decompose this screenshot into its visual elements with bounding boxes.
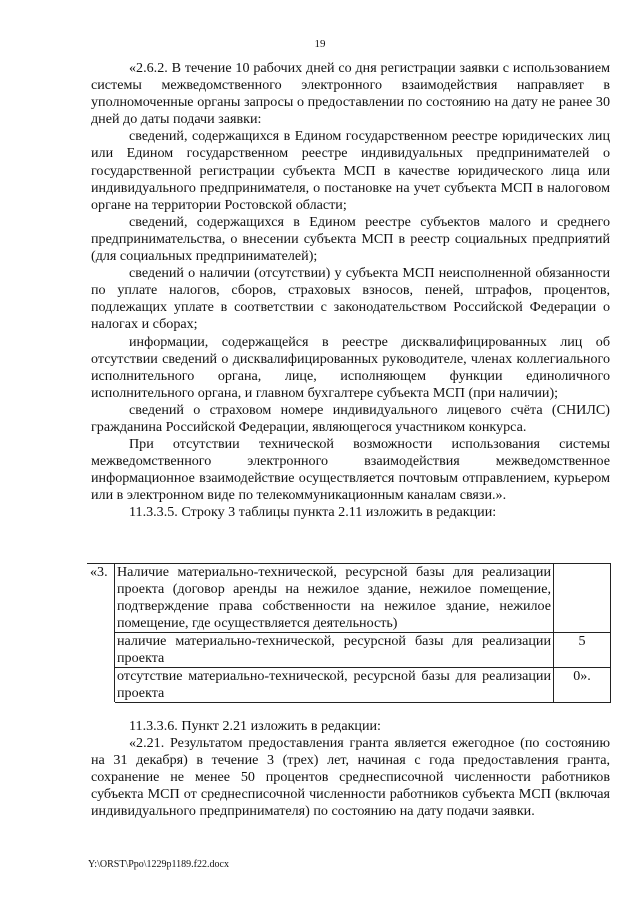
criterion-cell: Наличие материально-технической, ресурсной базы для реализации проекта (договор аренды на нежилое здание, нежилое помещение, подтверждение права собственности на нежилое здание, нежилое помещение, где осуществляется деятельность) bbox=[115, 564, 554, 633]
paragraph-nalogi: сведений о наличии (отсутствии) у субъекта МСП неисполненной обязанности по уплате налогов, сборов, страховых взносов, пеней, штрафов, процентов, подлежащих уплате в соответствии с законодательством Российской Федерации о налогах и сборах; bbox=[91, 265, 610, 333]
table-row bbox=[88, 633, 611, 668]
file-path-footer: Y:\ORST\Ppo\1229p1189.f22.docx bbox=[88, 859, 229, 870]
criteria-table bbox=[87, 563, 611, 703]
option-text-cell: наличие материально-технической, ресурсной базы для реализации проекта bbox=[115, 633, 554, 668]
paragraph-2-21: «2.21. Результатом предоставления гранта является ежегодное (по состоянию на 31 декабря) в течение 3 (трех) лет, начиная с года предоставления гранта, сохранение не менее 50 процентов среднесписочной численности работников субъекта МСП от среднесписочной численности работников субъекта МСП (включая индивидуального предпринимателя) по состоянию на дату подачи заявки. bbox=[91, 735, 610, 820]
option-text-cell: отсутствие материально-технической, ресурсной базы для реализации проекта bbox=[115, 668, 554, 703]
paragraph-reestr-msp: сведений, содержащихся в Едином реестре субъектов малого и среднего предпринимательства, о внесении субъекта МСП в реестр социальных предприятий (для социальных предпринимателей); bbox=[91, 213, 610, 265]
page-number: 19 bbox=[314, 38, 326, 50]
option-score-cell: 5 bbox=[554, 633, 611, 668]
table-row bbox=[88, 668, 611, 703]
row-number-cell: «3. bbox=[88, 564, 115, 703]
paragraph-11-3-3-5: 11.3.3.5. Строку 3 таблицы пункта 2.11 изложить в редакции: bbox=[129, 504, 497, 521]
paragraph-2-6-2: «2.6.2. В течение 10 рабочих дней со дня регистрации заявки с использованием системы межведомственного электронного взаимодействия направляет в уполномоченные органы запросы о предоставлении по состоянию на дату не ранее 30 дней до даты подачи заявки: bbox=[91, 60, 610, 128]
paragraph-diskvalifikaciya: информации, содержащейся в реестре дисквалифицированных лиц об отсутствии сведений о дисквалифицированных руководителе, членах коллегиального исполнительного органа, лице, исполняющем функции единоличного исполнительного органа, и главном бухгалтере субъекта МСП (при наличии); bbox=[91, 333, 610, 401]
paragraph-11-3-3-6: 11.3.3.6. Пункт 2.21 изложить в редакции: bbox=[129, 718, 381, 734]
table-row bbox=[88, 564, 611, 633]
bottom-text bbox=[91, 718, 610, 821]
paragraph-pochta: При отсутствии технической возможности использования системы межведомственного электронного взаимодействия межведомственное информационное взаимодействие осуществляется почтовым отправлением, курьером или в электронном виде по телекоммуникационным каналам связи.». bbox=[91, 436, 610, 504]
paragraph-snils: сведений о страховом номере индивидуального лицевого счёта (СНИЛС) гражданина Российской Федерации, являющегося участником конкурса. bbox=[91, 401, 610, 435]
criterion-score-cell bbox=[554, 564, 611, 633]
paragraph-egrul: сведений, содержащихся в Едином государственном реестре юридических лиц или Едином государственном реестре индивидуальных предпринимателей о государственной регистрации субъекта МСП в качестве юридического лица или индивидуального предпринимателя, о постановке на учет субъекта МСП в налоговом органе на территории Ростовской области; bbox=[91, 128, 610, 213]
main-text bbox=[91, 60, 610, 522]
option-score-cell: 0». bbox=[554, 668, 611, 703]
